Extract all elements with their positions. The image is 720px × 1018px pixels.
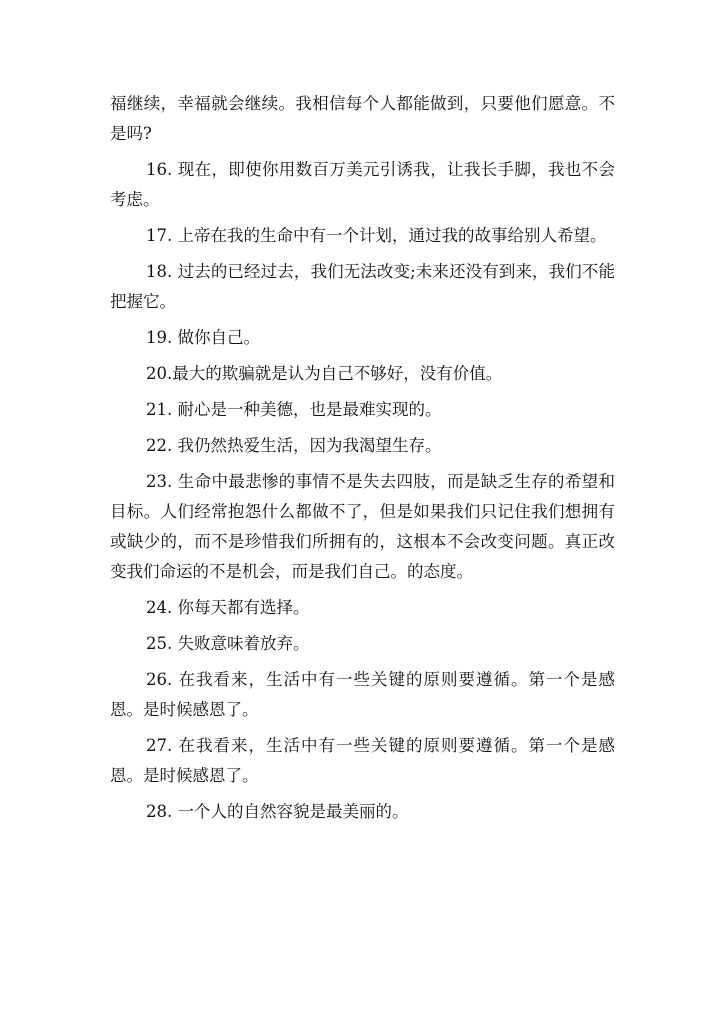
paragraph-item-24: 24. 你每天都有选择。: [146, 598, 310, 617]
paragraph-item-16: 16. 现在，即使你用数百万美元引诱我，让我长手脚，我也不会考虑。: [110, 160, 615, 209]
paragraph-item-28: 28. 一个人的自然容貌是最美丽的。: [146, 802, 409, 821]
paragraph-item-17: 17. 上帝在我的生命中有一个计划，通过我的故事给别人希望。: [146, 226, 607, 245]
document-body: [110, 89, 615, 833]
paragraph-item-20: 20.最大的欺骗就是认为自己不够好，没有价值。: [146, 364, 503, 383]
paragraph-item-27: 27. 在我看来，生活中有一些关键的原则要遵循。第一个是感恩。是时候感恩了。: [110, 736, 615, 785]
paragraph-item-22: 22. 我仍然热爱生活，因为我渴望生存。: [146, 436, 442, 455]
paragraph-item-23: 23. 生命中最悲惨的事情不是失去四肢，而是缺乏生存的希望和目标。人们经常抱怨什么都做不了，但是如果我们只记住我们想拥有或缺少的，而不是珍惜我们所拥有的，这根本不会改变问题。真正改变我们命运的不是机会，而是我们自己。的态度。: [110, 472, 615, 581]
paragraph-item-19: 19. 做你自己。: [146, 328, 260, 347]
paragraph-item-18: 18. 过去的已经过去，我们无法改变;未来还没有到来，我们不能把握它。: [110, 262, 615, 311]
paragraph-item-21: 21. 耐心是一种美德，也是最难实现的。: [146, 400, 442, 419]
paragraph-continuation: 福继续，幸福就会继续。我相信每个人都能做到，只要他们愿意。不是吗?: [110, 94, 615, 143]
paragraph-item-25: 25. 失败意味着放弃。: [146, 634, 310, 653]
paragraph-item-26: 26. 在我看来，生活中有一些关键的原则要遵循。第一个是感恩。是时候感恩了。: [110, 670, 615, 719]
